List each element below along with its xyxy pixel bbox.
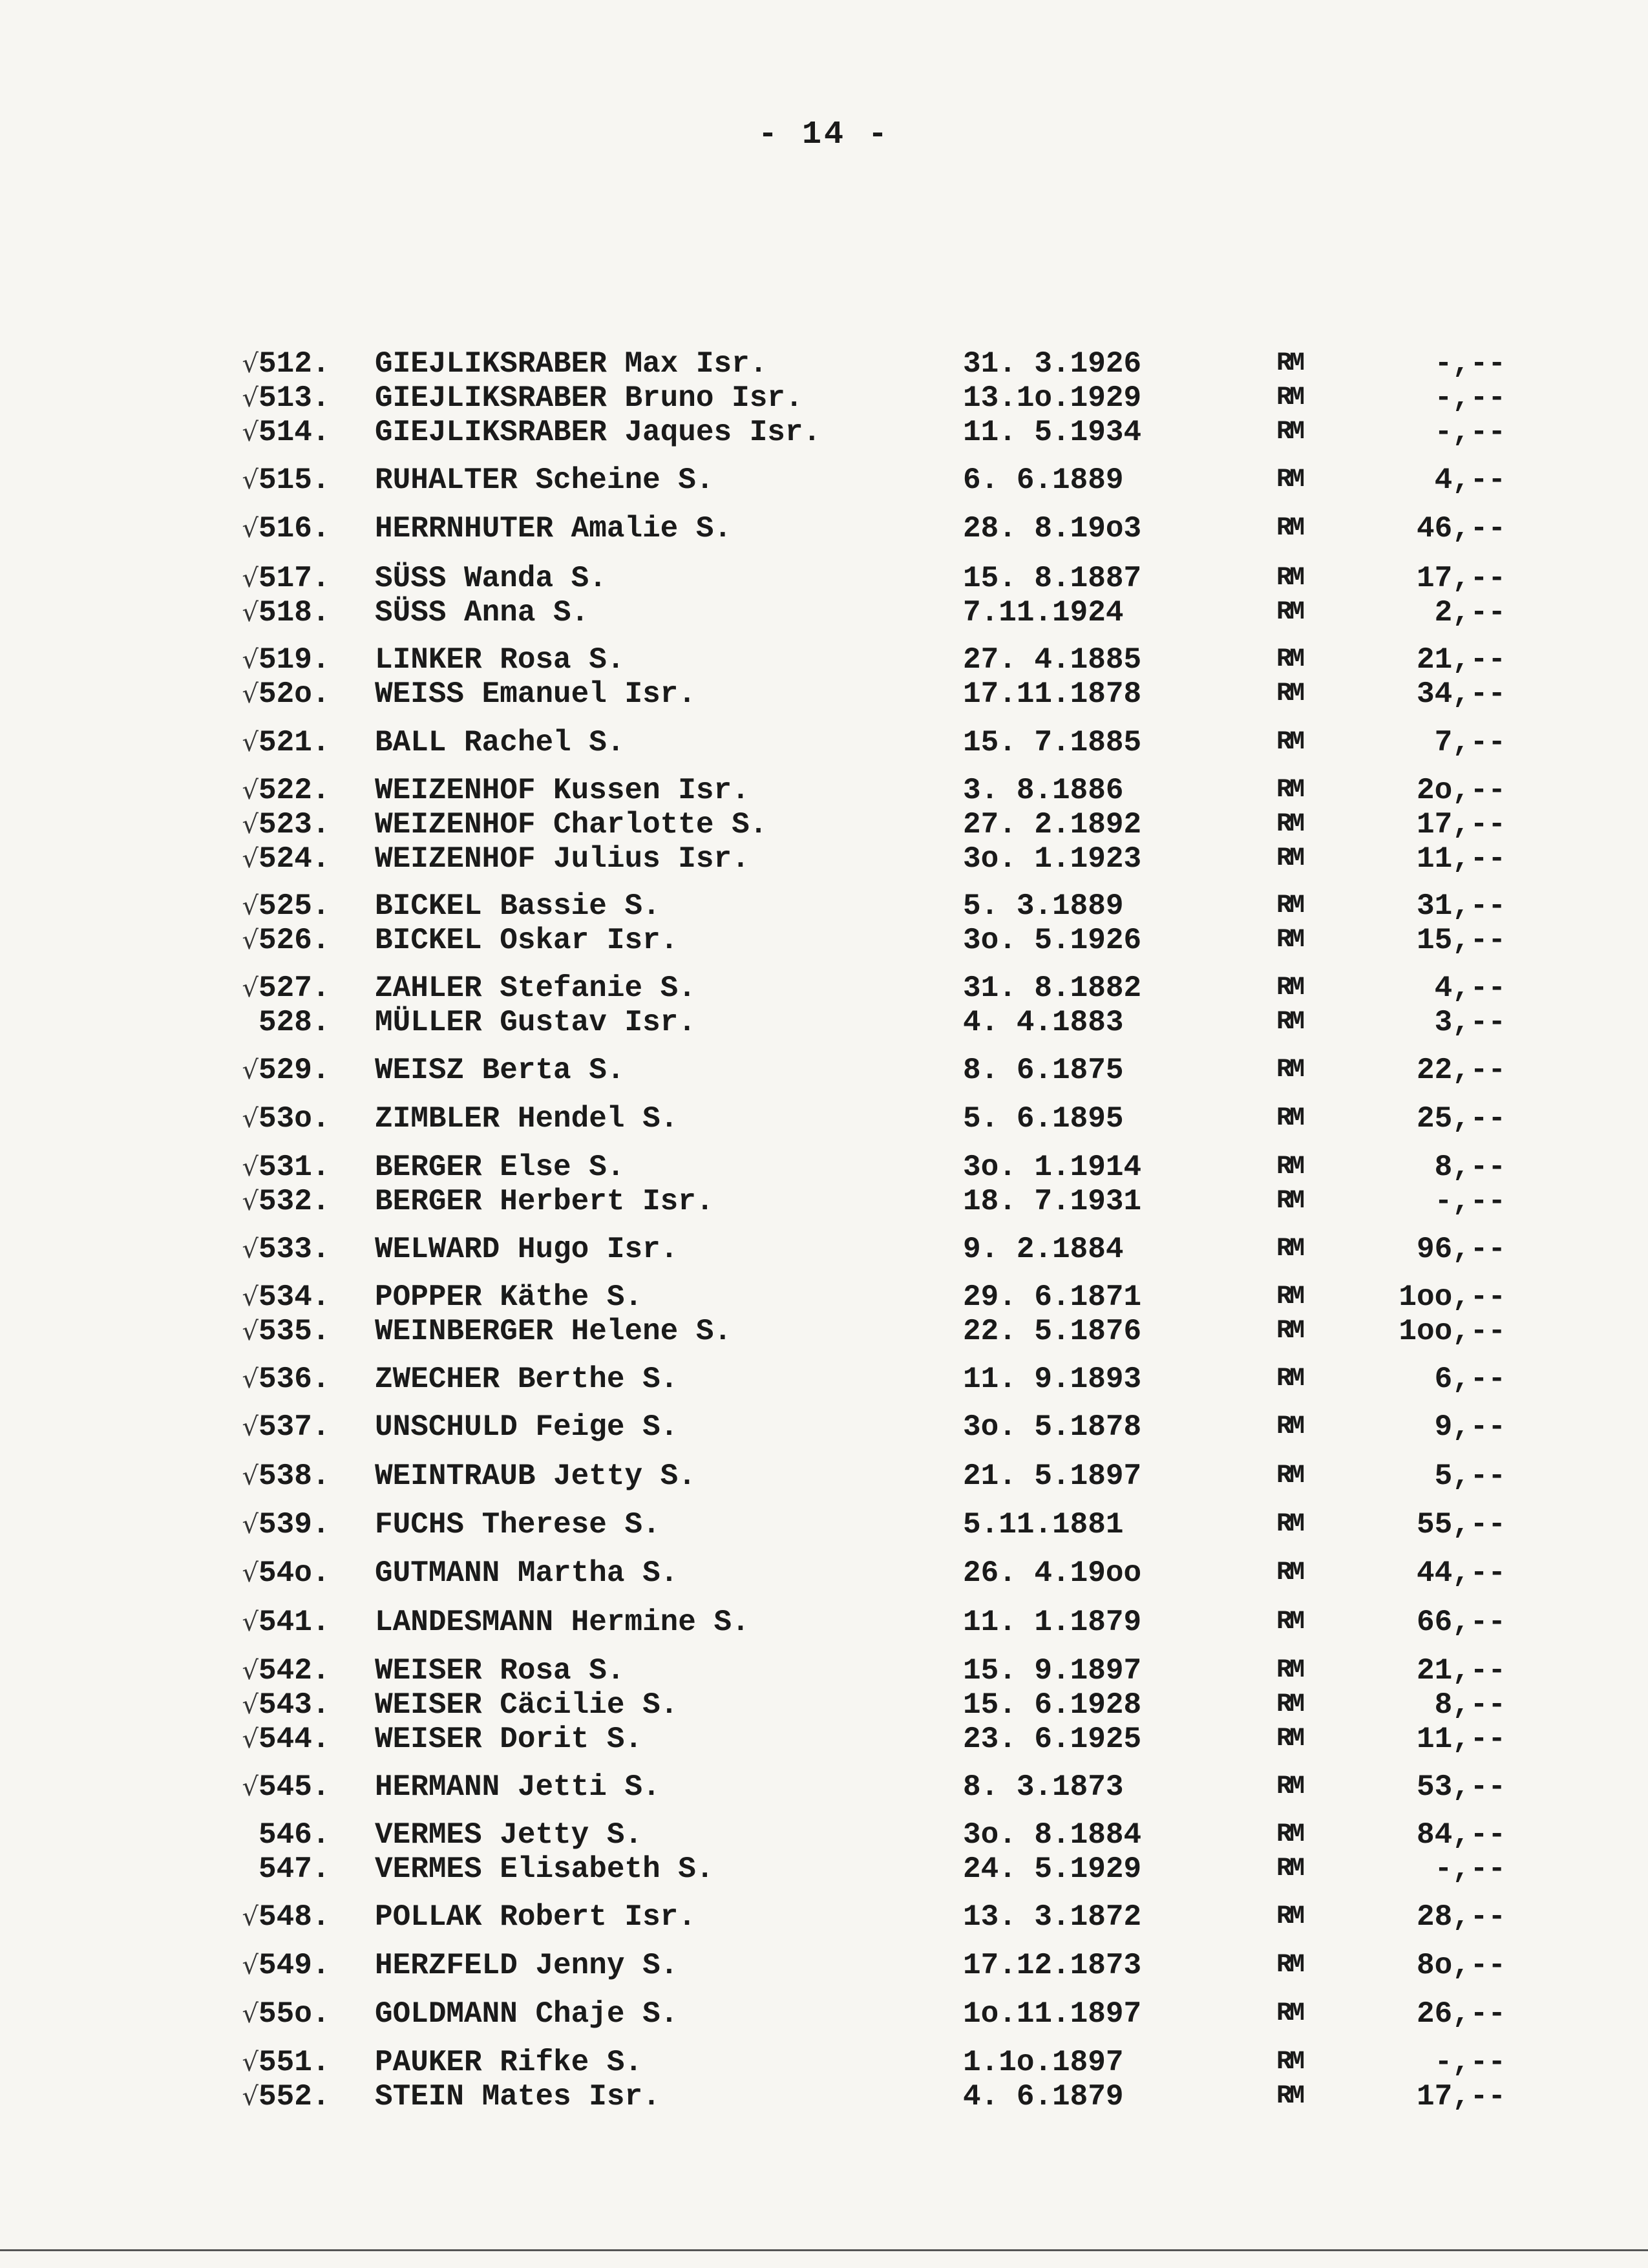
person-name: SÜSS Anna S. (375, 596, 589, 630)
list-item (0, 1149, 1648, 1185)
birth-date: 21. 5.1897 (963, 1459, 1142, 1493)
currency: RM (1276, 1854, 1303, 1883)
check-mark: √ (242, 973, 259, 1003)
entry-number: 531. (259, 1150, 330, 1184)
person-name: GUTMANN Martha S. (375, 1556, 679, 1590)
currency: RM (1276, 844, 1303, 873)
list-item (0, 1183, 1648, 1220)
currency: RM (1276, 1008, 1303, 1037)
check-mark: √ (242, 1364, 259, 1394)
check-mark: √ (242, 349, 259, 379)
entry-number: 536. (259, 1362, 330, 1396)
check-mark: √ (242, 383, 259, 413)
entry-number: 519. (259, 643, 330, 677)
currency: RM (1276, 383, 1303, 412)
birth-date: 26. 4.19oo (963, 1556, 1142, 1590)
amount: -,-- (1434, 1852, 1506, 1886)
entry-number: 524. (259, 842, 330, 876)
currency: RM (1276, 564, 1303, 593)
currency: RM (1276, 2082, 1303, 2111)
person-name: VERMES Jetty S. (375, 1818, 643, 1852)
birth-date: 18. 7.1931 (963, 1185, 1142, 1218)
currency: RM (1276, 598, 1303, 627)
check-mark: √ (242, 1187, 259, 1216)
amount: 17,-- (1416, 2080, 1506, 2114)
entry-number: 52o. (259, 677, 330, 711)
check-mark: √ (242, 2082, 259, 2112)
person-name: ZWECHER Berthe S. (375, 1362, 679, 1396)
person-name: LINKER Rosa S. (375, 643, 625, 677)
list-item (0, 1313, 1648, 1350)
list-item (0, 841, 1648, 877)
amount: -,-- (1434, 347, 1506, 381)
list-item (0, 1996, 1648, 2032)
birth-date: 8. 6.1875 (963, 1054, 1124, 1087)
currency: RM (1276, 514, 1303, 543)
amount: 11,-- (1416, 1722, 1506, 1756)
birth-date: 3o. 1.1914 (963, 1150, 1142, 1184)
check-mark: √ (242, 1999, 259, 2029)
currency: RM (1276, 1607, 1303, 1637)
person-name: BALL Rachel S. (375, 726, 625, 759)
person-name: WEISZ Berta S. (375, 1054, 625, 1087)
list-item (0, 511, 1648, 547)
currency: RM (1276, 1820, 1303, 1849)
birth-date: 27. 2.1892 (963, 808, 1142, 842)
birth-date: 29. 6.1871 (963, 1280, 1142, 1314)
birth-date: 28. 8.19o3 (963, 512, 1142, 546)
currency: RM (1276, 728, 1303, 757)
list-item (0, 1507, 1648, 1543)
check-mark: √ (242, 598, 259, 628)
amount: 11,-- (1416, 842, 1506, 876)
person-name: PAUKER Rifke S. (375, 2046, 643, 2079)
list-item (0, 346, 1648, 382)
amount: 17,-- (1416, 808, 1506, 842)
list-item (0, 1052, 1648, 1088)
list-item (0, 1101, 1648, 1137)
entry-number: 548. (259, 1900, 330, 1934)
amount: 55,-- (1416, 1508, 1506, 1542)
amount: 53,-- (1416, 1770, 1506, 1804)
person-name: BERGER Else S. (375, 1150, 625, 1184)
amount: 26,-- (1416, 1997, 1506, 2031)
person-name: WELWARD Hugo Isr. (375, 1233, 679, 1266)
entry-number: 516. (259, 512, 330, 546)
birth-date: 11. 1.1879 (963, 1606, 1142, 1639)
amount: 1oo,-- (1399, 1315, 1506, 1348)
entry-number: 522. (259, 774, 330, 807)
currency: RM (1276, 1558, 1303, 1587)
birth-date: 22. 5.1876 (963, 1315, 1142, 1348)
list-item (0, 1899, 1648, 1935)
entry-number: 514. (259, 416, 330, 449)
amount: 44,-- (1416, 1556, 1506, 1590)
currency: RM (1276, 349, 1303, 378)
birth-date: 15. 9.1897 (963, 1654, 1142, 1688)
currency: RM (1276, 1999, 1303, 2028)
amount: 25,-- (1416, 1102, 1506, 1136)
list-item (0, 772, 1648, 809)
entry-number: 527. (259, 971, 330, 1005)
birth-date: 4. 6.1879 (963, 2080, 1124, 2114)
currency: RM (1276, 810, 1303, 839)
entry-number: 529. (259, 1054, 330, 1087)
birth-date: 17.12.1873 (963, 1949, 1142, 1982)
entry-number: 541. (259, 1606, 330, 1639)
check-mark: √ (242, 1412, 259, 1442)
birth-date: 6. 6.1889 (963, 463, 1124, 497)
person-name: UNSCHULD Feige S. (375, 1410, 679, 1444)
currency: RM (1276, 1187, 1303, 1216)
check-mark: √ (242, 1235, 259, 1264)
person-name: WEISS Emanuel Isr. (375, 677, 696, 711)
currency: RM (1276, 2048, 1303, 2077)
person-name: BICKEL Oskar Isr. (375, 924, 679, 957)
birth-date: 31. 8.1882 (963, 971, 1142, 1005)
list-item (0, 462, 1648, 498)
entry-number: 552. (259, 2080, 330, 2114)
check-mark: √ (242, 1656, 259, 1686)
person-name: VERMES Elisabeth S. (375, 1852, 714, 1886)
currency: RM (1276, 776, 1303, 805)
amount: -,-- (1434, 1185, 1506, 1218)
entry-number: 54o. (259, 1556, 330, 1590)
amount: 15,-- (1416, 924, 1506, 957)
list-item (0, 922, 1648, 959)
currency: RM (1276, 1772, 1303, 1801)
person-name: LANDESMANN Hermine S. (375, 1606, 750, 1639)
currency: RM (1276, 1364, 1303, 1394)
amount: 9,-- (1434, 1410, 1506, 1444)
check-mark: √ (242, 564, 259, 593)
person-name: GOLDMANN Chaje S. (375, 1997, 679, 2031)
person-name: WEINTRAUB Jetty S. (375, 1459, 696, 1493)
birth-date: 7.11.1924 (963, 596, 1124, 630)
amount: 6,-- (1434, 1362, 1506, 1396)
list-item (0, 1458, 1648, 1494)
currency: RM (1276, 1235, 1303, 1264)
list-item (0, 1851, 1648, 1887)
birth-date: 27. 4.1885 (963, 643, 1142, 677)
check-mark: √ (242, 1152, 259, 1182)
currency: RM (1276, 645, 1303, 674)
amount: 5,-- (1434, 1459, 1506, 1493)
amount: 31,-- (1416, 889, 1506, 923)
birth-date: 9. 2.1884 (963, 1233, 1124, 1266)
list-item (0, 888, 1648, 924)
birth-date: 17.11.1878 (963, 677, 1142, 711)
birth-date: 24. 5.1929 (963, 1852, 1142, 1886)
birth-date: 5. 6.1895 (963, 1102, 1124, 1136)
person-name: WEIZENHOF Julius Isr. (375, 842, 750, 876)
check-mark: √ (242, 1902, 259, 1932)
currency: RM (1276, 679, 1303, 708)
person-name: HERMANN Jetti S. (375, 1770, 660, 1804)
amount: 21,-- (1416, 643, 1506, 677)
entry-number: 539. (259, 1508, 330, 1542)
amount: 8o,-- (1416, 1949, 1506, 1982)
person-name: FUCHS Therese S. (375, 1508, 660, 1542)
person-name: WEISER Rosa S. (375, 1654, 625, 1688)
amount: 2,-- (1434, 596, 1506, 630)
person-name: STEIN Mates Isr. (375, 2080, 660, 2114)
birth-date: 3o. 5.1926 (963, 924, 1142, 957)
list-item (0, 676, 1648, 712)
amount: 1oo,-- (1399, 1280, 1506, 1314)
amount: 34,-- (1416, 677, 1506, 711)
check-mark: √ (242, 1055, 259, 1085)
amount: 4,-- (1434, 971, 1506, 1005)
list-item (0, 1604, 1648, 1640)
entry-number: 534. (259, 1280, 330, 1314)
amount: -,-- (1434, 381, 1506, 415)
entry-number: 518. (259, 596, 330, 630)
person-name: WEISER Cäcilie S. (375, 1688, 679, 1722)
list-item (0, 1769, 1648, 1805)
currency: RM (1276, 973, 1303, 1002)
amount: -,-- (1434, 416, 1506, 449)
check-mark: √ (242, 1690, 259, 1720)
currency: RM (1276, 1656, 1303, 1685)
birth-date: 31. 3.1926 (963, 347, 1142, 381)
list-item (0, 1721, 1648, 1757)
entry-number: 538. (259, 1459, 330, 1493)
entry-number: 512. (259, 347, 330, 381)
check-mark: √ (242, 1461, 259, 1491)
list-item (0, 380, 1648, 416)
person-name: ZIMBLER Hendel S. (375, 1102, 679, 1136)
entry-number: 526. (259, 924, 330, 957)
birth-date: 11. 9.1893 (963, 1362, 1142, 1396)
amount: 7,-- (1434, 726, 1506, 759)
person-name: HERRNHUTER Amalie S. (375, 512, 732, 546)
birth-date: 3o. 8.1884 (963, 1818, 1142, 1852)
person-name: BICKEL Bassie S. (375, 889, 660, 923)
list-item (0, 1409, 1648, 1445)
check-mark: √ (242, 1772, 259, 1802)
currency: RM (1276, 1317, 1303, 1346)
entry-number: 542. (259, 1654, 330, 1688)
check-mark: √ (242, 1282, 259, 1312)
currency: RM (1276, 1152, 1303, 1182)
list-item (0, 970, 1648, 1006)
person-name: MÜLLER Gustav Isr. (375, 1006, 696, 1039)
birth-date: 13. 3.1872 (963, 1900, 1142, 1934)
list-item (0, 1947, 1648, 1984)
list-item (0, 414, 1648, 450)
list-item (0, 1817, 1648, 1853)
currency: RM (1276, 1055, 1303, 1085)
person-name: ZAHLER Stefanie S. (375, 971, 696, 1005)
currency: RM (1276, 1902, 1303, 1931)
person-name: SÜSS Wanda S. (375, 562, 607, 595)
check-mark: √ (242, 514, 259, 544)
amount: 8,-- (1434, 1688, 1506, 1722)
amount: -,-- (1434, 2046, 1506, 2079)
birth-date: 3. 8.1886 (963, 774, 1124, 807)
entry-number: 528. (259, 1006, 330, 1039)
amount: 17,-- (1416, 562, 1506, 595)
entry-number: 521. (259, 726, 330, 759)
birth-date: 11. 5.1934 (963, 416, 1142, 449)
check-mark: √ (242, 926, 259, 955)
entry-number: 535. (259, 1315, 330, 1348)
entry-number: 525. (259, 889, 330, 923)
currency: RM (1276, 1461, 1303, 1490)
currency: RM (1276, 891, 1303, 920)
amount: 84,-- (1416, 1818, 1506, 1852)
check-mark: √ (242, 2048, 259, 2077)
birth-date: 15. 6.1928 (963, 1688, 1142, 1722)
currency: RM (1276, 465, 1303, 494)
birth-date: 3o. 5.1878 (963, 1410, 1142, 1444)
entry-number: 547. (259, 1852, 330, 1886)
person-name: WEINBERGER Helene S. (375, 1315, 732, 1348)
birth-date: 8. 3.1873 (963, 1770, 1124, 1804)
entry-number: 517. (259, 562, 330, 595)
person-name: GIEJLIKSRABER Bruno Isr. (375, 381, 803, 415)
amount: 4,-- (1434, 463, 1506, 497)
entry-number: 549. (259, 1949, 330, 1982)
check-mark: √ (242, 1510, 259, 1540)
bottom-rule (0, 2249, 1648, 2251)
birth-date: 3o. 1.1923 (963, 842, 1142, 876)
currency: RM (1276, 1690, 1303, 1719)
person-name: WEISER Dorit S. (375, 1722, 643, 1756)
list-item (0, 1361, 1648, 1397)
list-item (0, 807, 1648, 843)
list-item (0, 595, 1648, 631)
birth-date: 1.1o.1897 (963, 2046, 1124, 2079)
entry-number: 545. (259, 1770, 330, 1804)
amount: 22,-- (1416, 1054, 1506, 1087)
person-name: WEIZENHOF Kussen Isr. (375, 774, 750, 807)
check-mark: √ (242, 810, 259, 840)
check-mark: √ (242, 418, 259, 447)
currency: RM (1276, 926, 1303, 955)
birth-date: 5. 3.1889 (963, 889, 1124, 923)
list-item (0, 1653, 1648, 1689)
amount: 2o,-- (1416, 774, 1506, 807)
entry-number: 543. (259, 1688, 330, 1722)
check-mark: √ (242, 465, 259, 495)
birth-date: 1o.11.1897 (963, 1997, 1142, 2031)
currency: RM (1276, 1104, 1303, 1133)
entry-number: 523. (259, 808, 330, 842)
check-mark: √ (242, 728, 259, 758)
person-name: HERZFELD Jenny S. (375, 1949, 679, 1982)
entry-number: 53o. (259, 1102, 330, 1136)
check-mark: √ (242, 679, 259, 709)
person-name: RUHALTER Scheine S. (375, 463, 714, 497)
entry-number: 533. (259, 1233, 330, 1266)
entry-number: 546. (259, 1818, 330, 1852)
check-mark: √ (242, 1724, 259, 1754)
birth-date: 5.11.1881 (963, 1508, 1124, 1542)
list-item (0, 560, 1648, 597)
entry-number: 551. (259, 2046, 330, 2079)
check-mark: √ (242, 844, 259, 874)
entry-number: 544. (259, 1722, 330, 1756)
check-mark: √ (242, 776, 259, 805)
person-name: WEIZENHOF Charlotte S. (375, 808, 768, 842)
check-mark: √ (242, 1951, 259, 1980)
check-mark: √ (242, 1607, 259, 1637)
amount: 46,-- (1416, 512, 1506, 546)
entry-number: 513. (259, 381, 330, 415)
check-mark: √ (242, 645, 259, 675)
entry-number: 532. (259, 1185, 330, 1218)
currency: RM (1276, 1951, 1303, 1980)
list-item (0, 1231, 1648, 1267)
birth-date: 15. 7.1885 (963, 726, 1142, 759)
amount: 66,-- (1416, 1606, 1506, 1639)
currency: RM (1276, 1510, 1303, 1539)
currency: RM (1276, 1282, 1303, 1311)
person-name: POPPER Käthe S. (375, 1280, 643, 1314)
check-mark: √ (242, 1558, 259, 1588)
amount: 96,-- (1416, 1233, 1506, 1266)
entry-number: 515. (259, 463, 330, 497)
amount: 28,-- (1416, 1900, 1506, 1934)
birth-date: 23. 6.1925 (963, 1722, 1142, 1756)
list-item (0, 725, 1648, 761)
list-item (0, 2044, 1648, 2081)
check-mark: √ (242, 1104, 259, 1134)
birth-date: 15. 8.1887 (963, 562, 1142, 595)
check-mark: √ (242, 1317, 259, 1346)
amount: 3,-- (1434, 1006, 1506, 1039)
list-item (0, 1279, 1648, 1315)
person-name: GIEJLIKSRABER Jaques Isr. (375, 416, 821, 449)
currency: RM (1276, 1724, 1303, 1754)
currency: RM (1276, 1412, 1303, 1441)
entry-number: 55o. (259, 1997, 330, 2031)
person-name: BERGER Herbert Isr. (375, 1185, 714, 1218)
birth-date: 4. 4.1883 (963, 1006, 1124, 1039)
check-mark: √ (242, 891, 259, 921)
list-item (0, 2079, 1648, 2115)
list-item (0, 1555, 1648, 1591)
amount: 21,-- (1416, 1654, 1506, 1688)
amount: 8,-- (1434, 1150, 1506, 1184)
list-item (0, 1687, 1648, 1723)
entry-number: 537. (259, 1410, 330, 1444)
list-item (0, 1004, 1648, 1041)
person-name: GIEJLIKSRABER Max Isr. (375, 347, 768, 381)
birth-date: 13.1o.1929 (963, 381, 1142, 415)
person-name: POLLAK Robert Isr. (375, 1900, 696, 1934)
currency: RM (1276, 418, 1303, 447)
page-number: - 14 - (757, 116, 891, 153)
list-item (0, 642, 1648, 678)
